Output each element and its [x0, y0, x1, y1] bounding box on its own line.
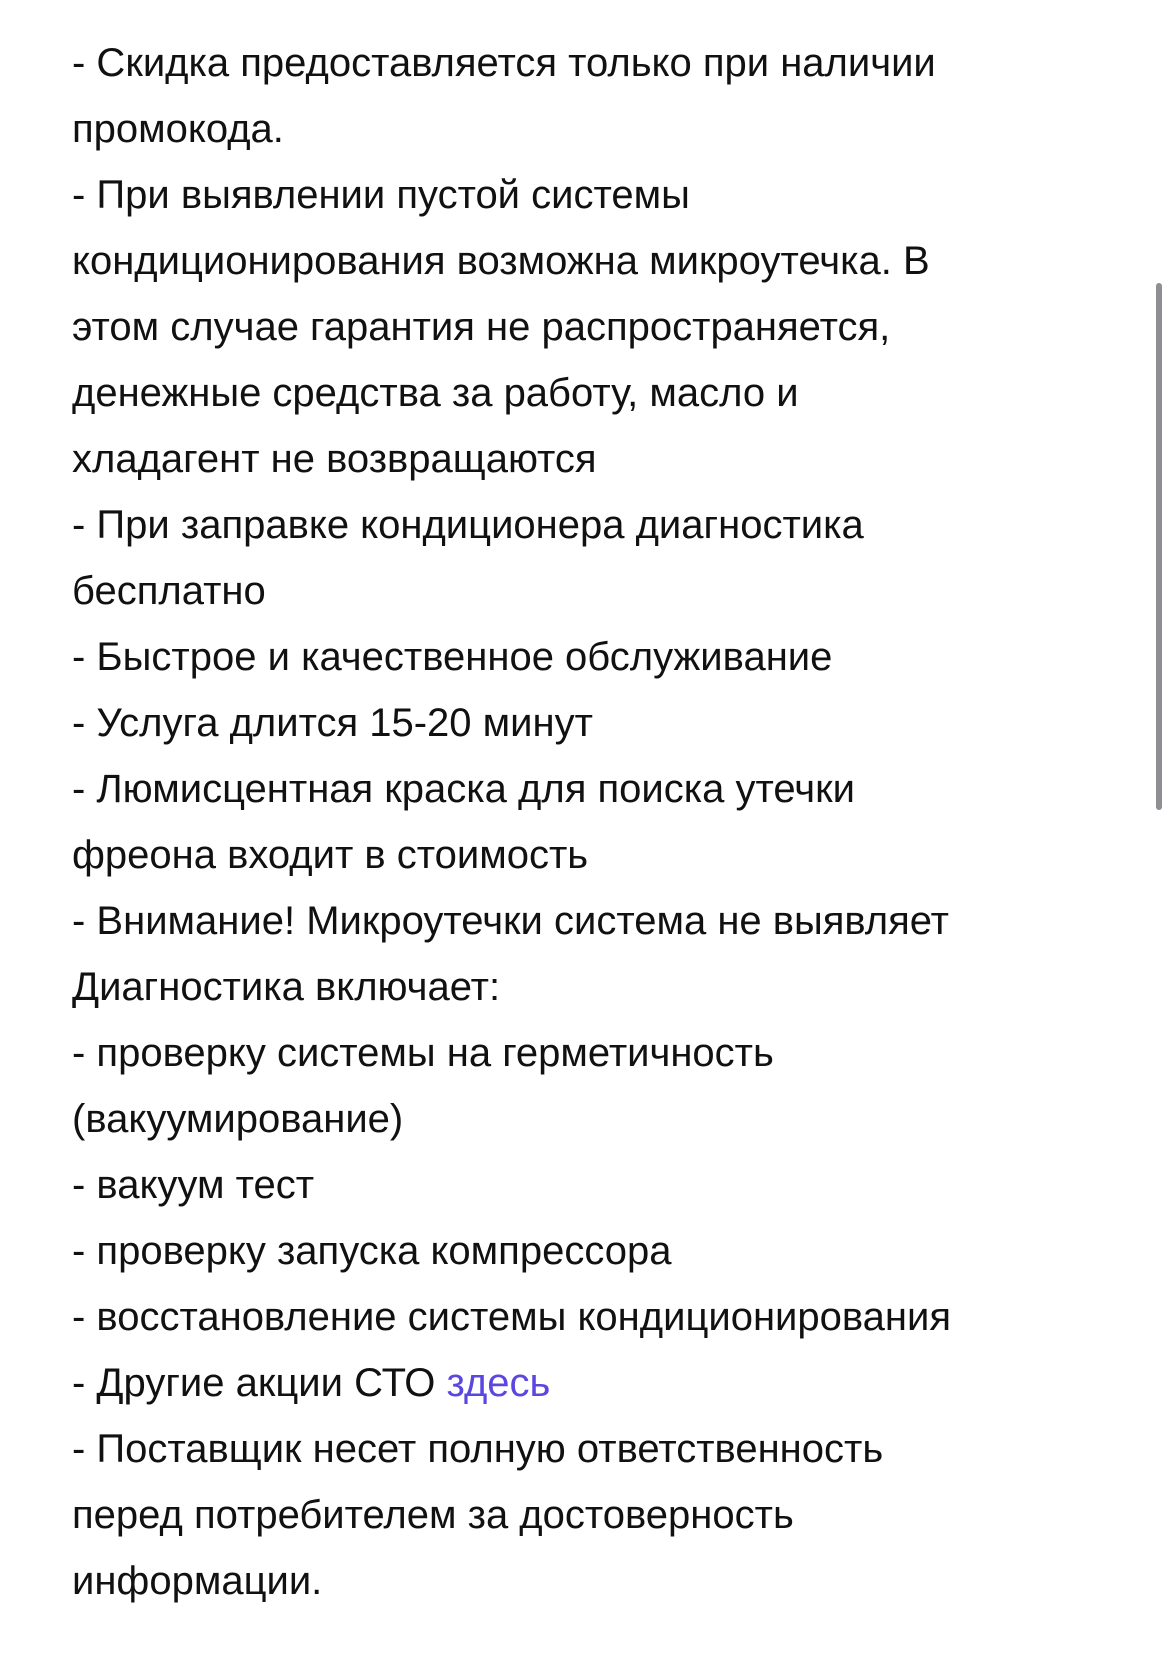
text-line: - Услуга длится 15-20 минут [72, 701, 593, 745]
text-line: - Поставщик несет полную ответственность [72, 1427, 884, 1471]
text-line: - Люмисцентная краска для поиска утечки [72, 767, 855, 811]
text-line: - При выявлении пустой системы [72, 173, 690, 217]
text-line: (вакуумирование) [72, 1097, 404, 1141]
text-line: перед потребителем за достоверность [72, 1493, 794, 1537]
text-line: - Внимание! Микроутечки система не выявляет [72, 899, 949, 943]
text-line: информации. [72, 1559, 323, 1603]
text-line: этом случае гарантия не распространяется, [72, 305, 891, 349]
text-line: промокода. [72, 107, 284, 151]
text-line: - восстановление системы кондиционирования [72, 1295, 952, 1339]
text-line: Диагностика включает: [72, 965, 501, 1009]
text-line: - проверку запуска компрессора [72, 1229, 672, 1273]
text-line: - При заправке кондиционера диагностика [72, 503, 864, 547]
other-promotions-text: - Другие акции СТО [72, 1361, 447, 1405]
text-line: - Скидка предоставляется только при наличии [72, 41, 936, 85]
text-line: - проверку системы на герметичность [72, 1031, 774, 1075]
other-promotions-link[interactable]: здесь [446, 1361, 551, 1405]
offer-description [72, 30, 1132, 1614]
text-line: хладагент не возвращаются [72, 437, 597, 481]
vertical-scrollbar[interactable] [1156, 283, 1162, 810]
other-promotions-line [72, 1350, 1132, 1416]
text-line: денежные средства за работу, масло и [72, 371, 799, 415]
text-line: бесплатно [72, 569, 266, 613]
text-line: - Быстрое и качественное обслуживание [72, 635, 833, 679]
text-line: кондиционирования возможна микроутечка. В [72, 239, 930, 283]
text-line: - вакуум тест [72, 1163, 315, 1207]
text-line: фреона входит в стоимость [72, 833, 589, 877]
